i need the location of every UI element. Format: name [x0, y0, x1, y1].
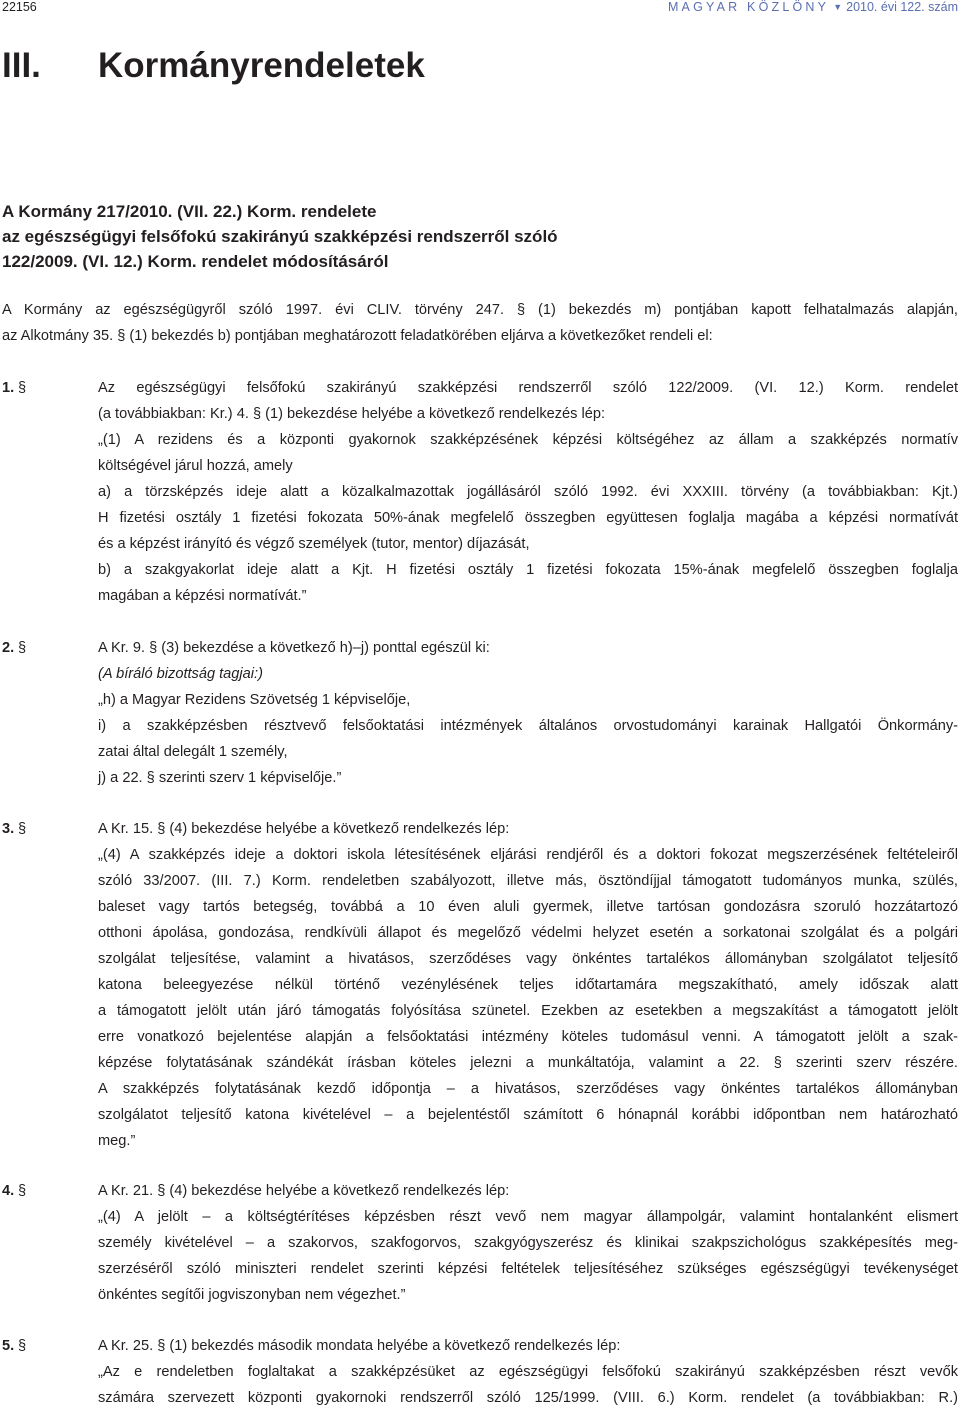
section-line: költségével járul hozzá, amely — [98, 458, 293, 474]
preamble-line: az Alkotmány 35. § (1) bekezdés b) pontjában meghatározott feladatkörében eljárva a következőket rendeli el: — [2, 328, 713, 344]
section-line: „(4) A jelölt – a költségtérítéses képzésben részt vevő nem magyar állampolgár, valamint hontalanként elismert — [98, 1209, 958, 1225]
section-symbol: § — [18, 1183, 27, 1199]
section-line: „h) a Magyar Rezidens Szövetség 1 képviselője, — [98, 692, 411, 708]
section-body — [98, 635, 958, 791]
decree-title-line: az egészségügyi felsőfokú szakirányú szakképzési rendszerről szóló — [2, 227, 558, 246]
section-number: 4. — [2, 1183, 15, 1199]
preamble — [2, 297, 958, 349]
section-symbol: § — [18, 821, 27, 837]
gazette-masthead — [668, 0, 958, 15]
section-line: A szakképzés folytatásának kezdő időpontja – a hivatásos, szerződéses vagy önkéntes tartalékos állományban — [98, 1081, 958, 1097]
section-body — [98, 816, 958, 1154]
section-line: szerzéséről szóló miniszteri rendelet szerinti képzési feltételek teljesítéséhez szükséges egészségügyi tevékenységet — [98, 1261, 958, 1277]
gazette-issue: 2010. évi 122. szám — [846, 0, 958, 14]
section-line: „(4) A szakképzés ideje a doktori iskola létesítésének eljárási rendjéről és a doktori fokozat megszerzésének feltételeiről — [98, 847, 958, 863]
section-line: A Kr. 15. § (4) bekezdése helyébe a következő rendelkezés lép: — [98, 821, 510, 837]
section-2 — [2, 635, 958, 791]
section-symbol: § — [18, 380, 27, 396]
section-body — [98, 1333, 958, 1411]
section-line: magában a képzési normatívát.” — [98, 588, 307, 604]
section-number: 1. — [2, 380, 15, 396]
section-line: szóló 33/2007. (III. 7.) Korm. rendeletben szabályozott, illetve más, ösztöndíjjal támogatott tudományos munka, szülés, — [98, 873, 958, 889]
section-line: i) a szakképzésben résztvevő felsőoktatási intézmények általános orvostudományi karainak Hallgatói Önkormány- — [98, 718, 958, 734]
section-line: A Kr. 9. § (3) bekezdése a következő h)–j) ponttal egészül ki: — [98, 640, 490, 656]
section-line: önkéntes segítői jogviszonyban nem végezhet.” — [98, 1287, 406, 1303]
chapter-heading — [2, 42, 942, 90]
section-body — [98, 375, 958, 609]
section-number: 5. — [2, 1338, 15, 1354]
section-line: „Az e rendeletben foglaltakat a szakképzésüket az egészségügyi felsőfokú szakirányú szakképzésben részt vevők — [98, 1364, 958, 1380]
section-body — [98, 1178, 958, 1308]
section-symbol: § — [18, 1338, 27, 1354]
section-1 — [2, 375, 958, 609]
section-line: b) a szakgyakorlat ideje alatt a Kjt. H fizetési osztály 1 fizetési fokozata 15%-ának megfelelő összegben foglalja — [98, 562, 958, 578]
section-line: a támogatott jelölt után járó támogatás folyósítása szünetel. Ezekben az esetekben a megszakítást a támogatott jelölt — [98, 1003, 958, 1019]
section-3 — [2, 816, 958, 1154]
section-line: képzése folytatásának szándékát írásban köteles jelezni a munkáltatója, valamint a 22. § szerinti szerv részére. — [98, 1055, 958, 1071]
section-line: személy kivételével – a szakorvos, szakfogorvos, szakgyógyszerész és klinikai szakpszichológus szakképesítés meg- — [98, 1235, 958, 1251]
section-line: H fizetési osztály 1 fizetési fokozata 50%-ának megfelelő összegben együttesen foglalja magába a képzési normatívát — [98, 510, 958, 526]
section-number: 2. — [2, 640, 15, 656]
gazette-name: MAGYAR KÖZLÖNY — [667, 0, 830, 14]
section-5 — [2, 1333, 958, 1411]
section-line: baleset vagy tartós betegség, továbbá a 10 éven aluli gyermek, illetve tartósan gondozásra szoruló hozzátartozó — [98, 899, 958, 915]
section-line: és a képzést irányító és végző személyek (tutor, mentor) díjazását, — [98, 536, 530, 552]
running-header — [0, 0, 960, 14]
section-line: meg.” — [98, 1133, 136, 1149]
chapter-number: III. — [2, 46, 41, 85]
section-line: zatai által delegált 1 személy, — [98, 744, 288, 760]
section-4 — [2, 1178, 958, 1308]
triangle-separator-icon: ▼ — [833, 2, 843, 12]
section-line: (A bíráló bizottság tagjai:) — [98, 666, 263, 682]
section-line: A Kr. 25. § (1) bekezdés második mondata helyébe a következő rendelkezés lép: — [98, 1338, 621, 1354]
section-line: (a továbbiakban: Kr.) 4. § (1) bekezdése helyébe a következő rendelkezés lép: — [98, 406, 606, 422]
section-line: otthoni ápolása, gondozása, rendkívüli állapot és megelőző védelmi helyzet esetén a sorkatonai szolgálat és a polgári — [98, 925, 958, 941]
section-line: erre vonatkozó bejelentése alapján a felsőoktatási intézmény köteles tudomásul venni. A támogatott jelölt a szak- — [98, 1029, 958, 1045]
decree-title-line: 122/2009. (VI. 12.) Korm. rendelet módosításáról — [2, 252, 389, 271]
decree-title-line: A Kormány 217/2010. (VII. 22.) Korm. rendelete — [2, 202, 377, 221]
page-number: 22156 — [2, 0, 37, 14]
section-line: katona beleegyezése nélkül történő vezénylésének teljes időtartamára megszakítható, amely időszak alatt — [98, 977, 958, 993]
section-line: a) a törzsképzés ideje alatt a közalkalmazottak jogállásáról szóló 1992. évi XXXIII. törvény (a továbbiakban: Kjt.) — [98, 484, 958, 500]
decree-title — [2, 199, 942, 274]
section-line: szolgálat teljesítése, valamint a hivatásos, szerződéses vagy önkéntes tartalékos állományban szolgálatot teljesítő — [98, 951, 958, 967]
section-line: „(1) A rezidens és a központi gyakornok szakképzésének képzési költségéhez az állam a szakképzés normatív — [98, 432, 958, 448]
section-line: A Kr. 21. § (4) bekezdése helyébe a következő rendelkezés lép: — [98, 1183, 510, 1199]
section-number: 3. — [2, 821, 15, 837]
section-line: szolgálatot teljesítő katona kivételével – a bejelentéstől számított 6 hónapnál korábbi időpontban nem határozható — [98, 1107, 958, 1123]
section-symbol: § — [18, 640, 27, 656]
section-line: Az egészségügyi felsőfokú szakirányú szakképzési rendszerről szóló 122/2009. (VI. 12.) Korm. rendelet — [98, 380, 958, 396]
section-line: számára szervezett központi gyakornoki rendszerről szóló 125/1999. (VIII. 6.) Korm. rendelet (a továbbiakban: R.) — [98, 1390, 958, 1406]
section-line: j) a 22. § szerinti szerv 1 képviselője.” — [98, 770, 342, 786]
chapter-title: Kormányrendeletek — [98, 46, 425, 85]
preamble-line: A Kormány az egészségügyről szóló 1997. évi CLIV. törvény 247. § (1) bekezdés m) pontjában kapott felhatalmazás alapján, — [2, 302, 958, 318]
